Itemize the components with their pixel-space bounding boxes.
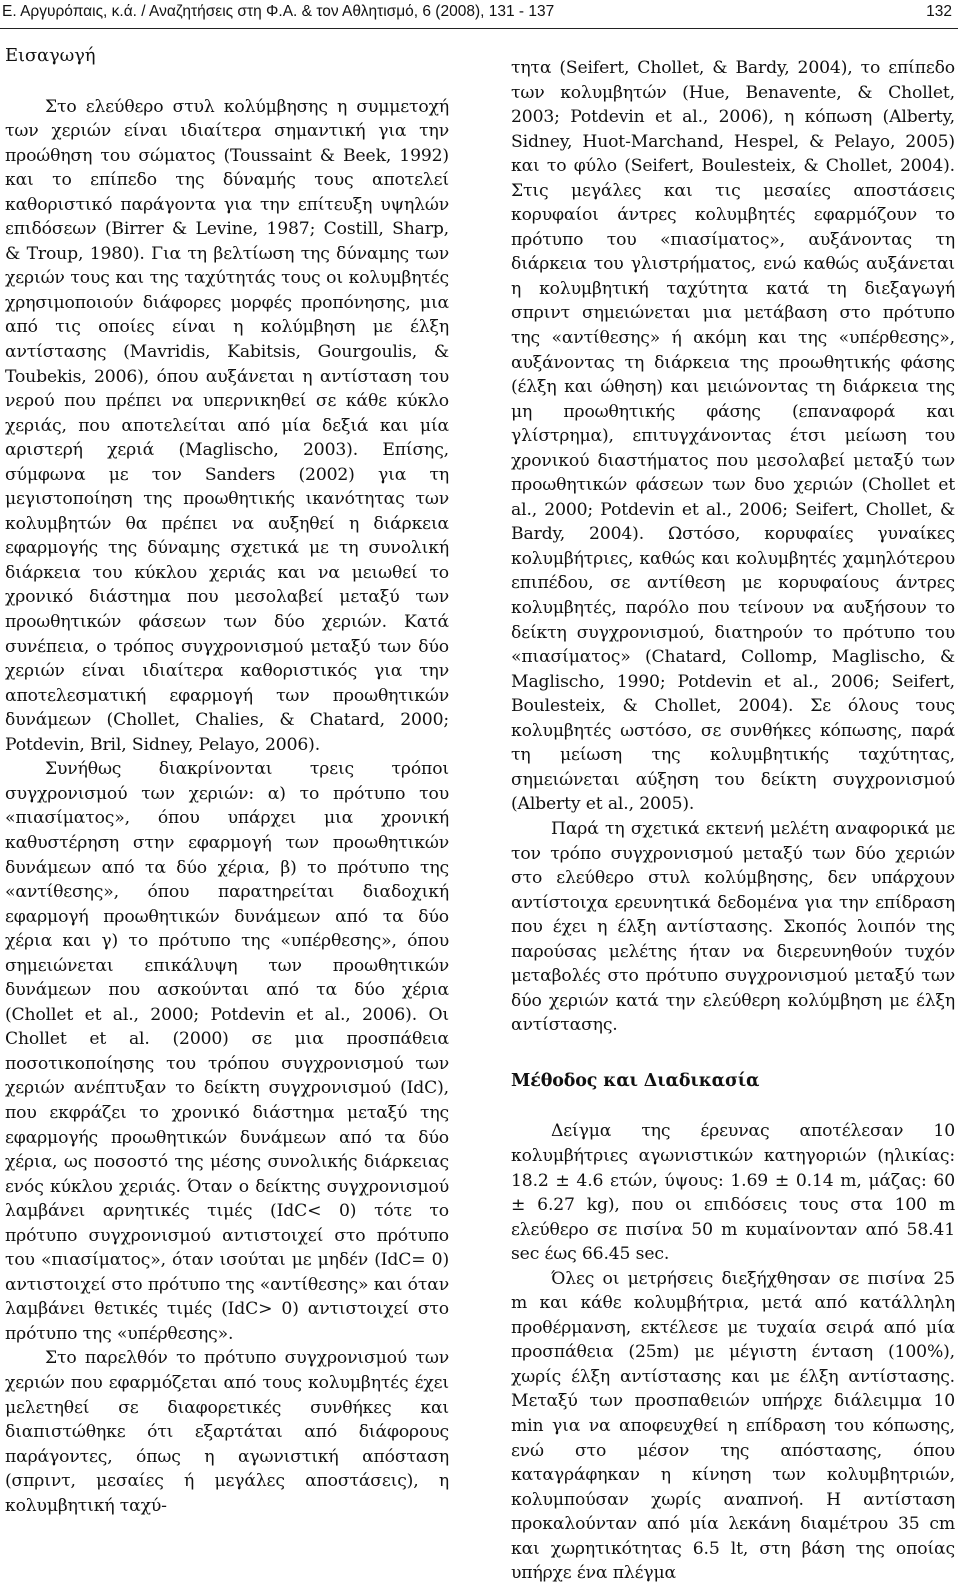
right-column <box>511 56 955 1586</box>
intro-paragraph-4: Παρά τη σχετικά εκτενή μελέτη αναφορικά με τον τρόπο συγχρονισμού μεταξύ των δύο χεριών στο ελεύθερο στυλ κολύμβησης, δεν υπάρχουν αντίστοιχα ερευνητικά δεδομένα για την επίδραση που έχει η έλξη αντίστασης. Σκοπός λοιπόν της παρούσας μελέτης ήταν να διερευνηθούν τυχόν μεταβολές στο πρότυπο συγχρονισμού μεταξύ των δύο χεριών κατά την ελεύθερη κολύμβηση με έλξη αντίστασης. <box>511 818 955 1036</box>
introduction-heading: Εισαγωγή <box>5 45 96 66</box>
page-number: 132 <box>926 3 952 20</box>
methods-paragraph-2: Όλες οι μετρήσεις διεξήχθησαν σε πισίνα 25 m και κάθε κολυμβήτρια, μετά από κατάλληλη προθέρμανση, εκτέλεσε με τυχαία σειρά από μία προσπάθεια (25m) με μέγιστη ένταση (100%), χωρίς έλξη αντίστασης και με έλξη αντίστασης. Μεταξύ των προσπαθειών υπήρχε διάλειμμα 10 min για να αποφευχθεί η επίδραση του κόπωσης, ενώ στο μέσον της απόστασης, όπου καταγράφηκαν η κίνηση των κολυμβητριών, κολυμπούσαν χωρίς αναπνοή. Η αντίσταση προκαλούνταν από μία λεκάνη διαμέτρου 35 cm και χωρητικότητας 6.5 lt, στη βάση της οποίας υπήρχε ένα πλέγμα <box>511 1268 955 1584</box>
intro-paragraph-2: Συνήθως διακρίνονται τρεις τρόποι συγχρονισμού των χεριών: α) το πρότυπο του «πιασίματος», όπου υπάρχει μια χρονική καθυστέρηση στην εφαρμογή των προωθητικών δυνάμεων από τα δύο χέρια, β) το πρότυπο της «αντίθεσης», όπου παρατηρείται διαδοχική εφαρμογή προωθητικών δυνάμεων από τα δύο χέρια και γ) το πρότυπο της «υπέρθεσης», όπου σημειώνεται επικάλυψη των προωθητικών δυνάμεων που ασκούνται από τα δύο χέρια (Chollet et al., 2000; Potdevin et al., 2006). Οι Chollet et al. (2000) σε μια προσπάθεια ποσοτικοποίησης του τρόπου συγχρονισμού των χεριών ανέπτυξαν το δείκτη συγχρονισμού (IdC), που εκφράζει το χρονικό διάστημα μεταξύ της εφαρμογής προωθητικών δυνάμεων από τα δύο χέρια, ως ποσοστό της μέσης συνολικής διάρκειας ενός κύκλου χεριάς. Όταν ο δείκτης συγχρονισμού λαμβάνει αρνητικές τιμές (IdC< 0) τότε το πρότυπο συγχρονισμού αντιστοιχεί στο πρότυπο του «πιασίματος», όταν ισούται με μηδέν (IdC= 0) αντιστοιχεί στο πρότυπο της «αντίθεσης» και όταν λαμβάνει θετικές τιμές (IdC> 0) αντιστοιχεί στο πρότυπο της «υπέρθεσης». <box>5 759 449 1344</box>
left-column <box>5 44 449 1518</box>
intro-paragraph-3-continued: τητα (Seifert, Chollet, & Bardy, 2004), το επίπεδο των κολυμβητών (Hue, Benavente, & Chollet, 2003; Potdevin et al., 2006), η κόπωση (Alberty, Sidney, Huot-Marchand, Hespel, & Pelayo, 2005) και το φύλο (Seifert, Boulesteix, & Chollet, 2004). Στις μεγάλες και τις μεσαίες αποστάσεις κορυφαίοι άντρες κολυμβητές εφαρμόζουν το πρότυπο του «πιασίματος», αυξάνοντας τη διάρκεια του γλιστρήματος, ενώ καθώς αυξάνεται η κολυμβητική ταχύτητα κατά τη διεξαγωγή σπριντ σημειώνεται μια μετάβαση στο πρότυπο της «αντίθεσης» ή ακόμη και της «υπέρθεσης», αυξάνοντας τη διάρκεια της προωθητικής φάσης (έλξη και ώθηση) και μειώνοντας τη διάρκεια της μη προωθητικής φάσης (επαναφορά και γλίστρημα), επιτυγχάνοντας έτσι μείωση του χρονικού διαστήματος που μεσολαβεί μεταξύ των προωθητικών φάσεων των δυο χεριών (Chollet et al., 2000; Potdevin et al., 2006; Seifert, Chollet, & Bardy, 2004). Ωστόσο, κορυφαίες γυναίκες κολυμβήτριες, καθώς και κολυμβητές χαμηλότερου επιπέδου, σε αντίθεση με κορυφαίους άντρες κολυμβητές, παρόλο που τείνουν να αυξήσουν το δείκτη συγχρονισμού, διατηρούν το πρότυπο του «πιασίματος» (Chatard, Collomp, Maglischo, & Maglischo, 1990; Potdevin et al., 2006; Seifert, Boulesteix, & Chollet, 2004). Σε όλους τους κολυμβητές ωστόσο, σε συνθήκες κόπωσης, παρά τη μείωση της κολυμβητικής ταχύτητας, σημειώνεται αύξηση του δείκτη συγχρονισμού (Alberty et al., 2005). <box>511 58 955 815</box>
header-rule <box>0 28 958 29</box>
intro-paragraph-1: Στο ελεύθερο στυλ κολύμβησης η συμμετοχή των χεριών είναι ιδιαίτερα σημαντική για την προώθηση του σώματος (Toussaint & Beek, 1992) και το επίπεδο της δύναμής τους αποτελεί καθοριστικό παράγοντα για την επίτευξη υψηλών επιδόσεων (Birrer & Levine, 1987; Costill, Sharp, & Troup, 1980). Για τη βελτίωση της δύναμης των χεριών τους και της ταχύτητάς τους οι κολυμβητές χρησιμοποιούν διάφορες μορφές προπόνησης, μια από τις οποίες είναι η κολύμβηση με έλξη αντίστασης (Mavridis, Kabitsis, Gourgoulis, & Toubekis, 2006), όπου αυξάνεται η αντίσταση του νερού που πρέπει να υπερνικηθεί σε κάθε κύκλο χεριάς, που αποτελείται από μία δεξιά και μία αριστερή χεριά (Maglischo, 2003). Επίσης, σύμφωνα με τον Sanders (2002) για τη μεγιστοποίηση της προωθητικής ικανότητας των κολυμβητών θα πρέπει να αυξηθεί η διάρκεια εφαρμογής της δύναμης σχετικά με τη συνολική διάρκεια του κύκλου χεριάς και να μειωθεί το χρονικό διάστημα που μεσολαβεί μεταξύ των προωθητικών φάσεων των δύο χεριών. Κατά συνέπεια, ο τρόπος συγχρονισμού μεταξύ των δύο χεριών είναι ιδιαίτερα καθοριστικός για την αποτελεσματική εφαρμογή των προωθητικών δυνάμεων (Chollet, Chalies, & Chatard, 2000; Potdevin, Bril, Sidney, Pelayo, 2006). <box>5 96 449 755</box>
methods-paragraph-1: Δείγμα της έρευνας αποτέλεσαν 10 κολυμβήτριες αγωνιστικών κατηγοριών (ηλικίας: 18.2 ± 4.6 ετών, ύψους: 1.69 ± 0.14 m, μάζας: 60 ± 6.27 kg), που οι επιδόσεις τους στα 100 m ελεύθερο σε πισίνα 50 m κυμαίνονταν από 58.41 sec έως 66.45 sec. <box>511 1121 955 1265</box>
running-header <box>2 1 952 23</box>
intro-paragraph-3: Στο παρελθόν το πρότυπο συγχρονισμού των χεριών που εφαρμόζεται από τους κολυμβητές έχει μελετηθεί σε διαφορετικές συνθήκες και διαπιστώθηκε ότι εξαρτάται από διάφορους παράγοντες, όπως η αγωνιστική απόσταση (σπριντ, μεσαίες ή μεγάλες αποστάσεις), η κολυμβητική ταχύ- <box>5 1348 449 1516</box>
methods-heading: Μέθοδος και Διαδικασία <box>511 1070 760 1091</box>
journal-citation: Ε. Αργυρόπαις, κ.ά. / Αναζητήσεις στη Φ.Α. & τον Αθλητισμό, 6 (2008), 131 - 137 <box>2 3 555 20</box>
